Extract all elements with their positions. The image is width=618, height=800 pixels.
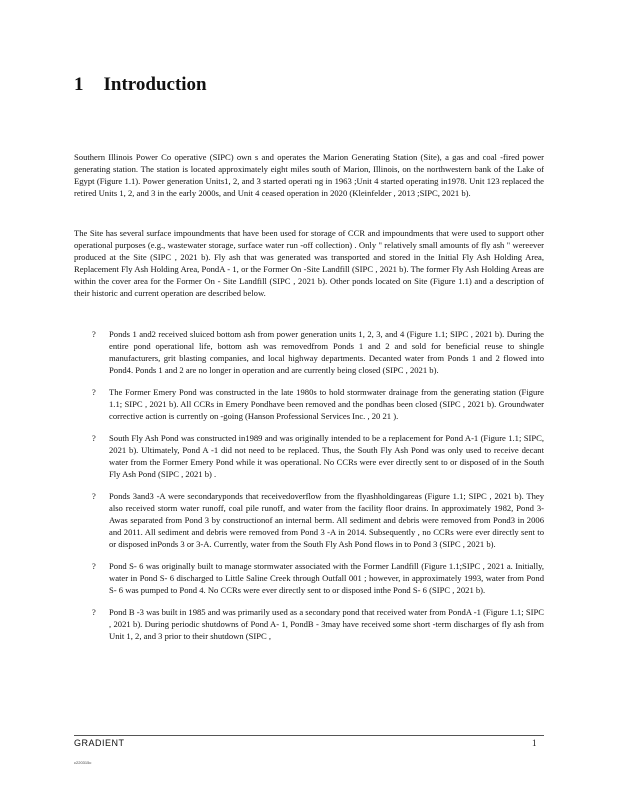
page-number: 1 bbox=[532, 738, 537, 748]
list-item: ? Pond S- 6 was originally built to manage stormwater associated with the Former Landfill (Figure 1.1;SIPC , 2021 a. Initially, water in Pond S- 6 discharged to Little Saline Creek through Outfall 001 ; however, in approximately 1993, water from Pond S- 6 was pumped to Pond 4. No CCRs were ever directly sent to or disposed inthe Pond S- 6 (SIPC , 2021 b). bbox=[92, 561, 544, 595]
list-item: ? The Former Emery Pond was constructed in the late 1980s to hold stormwater drainage from the generating station (Figure 1.1; SIPC , 2021 b). All CCRs in Emery Pondhave been removed and the pondhas been closed (SIPC , 2021 b). Groundwater corrective action is currently on -going (Hanson Professional Services Inc. , 20 21 ). bbox=[92, 387, 544, 421]
paragraph-intro: Southern Illinois Power Co operative (SIPC) own s and operates the Marion Generating Station (Site), a gas and coal -fired power generating station. The station is located approximately eight miles south of Marion, Illinois, on the northwestern bank of the Lake of Egypt (Figure 1.1). Power generation Units1, 2, and 3 started operati ng in 1963 ;Unit 4 started operating in1978. Unit 123 replaced the retired Units 1, 2, and 3 in the early 2000s, and Unit 4 ceased operation in 2020 (Kleinfelder , 2013 ;SIPC, 2021 b). bbox=[74, 152, 544, 198]
bullet-marker: ? bbox=[92, 329, 96, 339]
footer-brand-logo: GRADIENT bbox=[74, 738, 125, 748]
list-item: ? South Fly Ash Pond was constructed in1989 and was originally intended to be a replacement for Pond A-1 (Figure 1.1; SIPC, 2021 b). Ultimately, Pond A -1 did not need to be replaced. Thus, the South Fly Ash Pond was only used to receive decant water from the Former Emery Pond while it was operational. No CCRs were ever directly sent to or disposed of in the South Fly Ash Pond (SIPC , 2021 b) . bbox=[92, 433, 544, 479]
bullet-marker: ? bbox=[92, 561, 96, 571]
bullet-marker: ? bbox=[92, 433, 96, 443]
list-item: ? Ponds 3and3 -A were secondaryponds that receivedoverflow from the flyashholdingareas (Figure 1.1; SIPC , 2021 b). They also received storm water runoff, coal pile runoff, and water from the facility floor drains. In approximately 1982, Pond 3-Awas separated from Pond 3 by constructionof an internal berm. All sediment and debris were removed from Pond3 in 2006 and 2011. All sediment and debris were removed from Pond 3 -A in 2014. Subsequently , no CCRs were ever directly sent to or disposed inPonds 3 or 3-A. Currently, water from the South Fly Ash Pond flows in to Pond 3 (SIPC , 2021 b). bbox=[92, 491, 544, 549]
bullet-marker: ? bbox=[92, 491, 96, 501]
section-heading bbox=[74, 74, 207, 96]
list-item: ? Ponds 1 and2 received sluiced bottom ash from power generation units 1, 2, 3, and 4 (Figure 1.1; SIPC , 2021 b). During the entire pond operational life, bottom ash was removedfrom Ponds 1 and 2 and sold for beneficial reuse to shingle manufacturers, grit blasting companies, and local highway departments. Decanted water from Ponds 1 and 2 flowed into Pond4. Ponds 1 and 2 are no longer in operation and are currently being closed (SIPC , 2021 b). bbox=[92, 329, 544, 375]
document-code: c220315c bbox=[74, 760, 92, 765]
section-number: 1 bbox=[74, 74, 84, 95]
section-title: Introduction bbox=[103, 74, 207, 95]
paragraph-impoundments: The Site has several surface impoundments that have been used for storage of CCR and impoundments that were used to support other operational purposes (e.g., wastewater storage, surface water run -off collection) . Only " relatively small amounts of fly ash " wereever produced at the Site (SIPC , 2021 b). Fly ash that was generated was transported and stored in the Initial Fly Ash Holding Area, Replacement Fly Ash Holding Area, PondA - 1, or the Former On -Site Landfill (SIPC , 2021 b). The former Fly Ash Holding Areas are within the cover area for the Former On - Site Landfill (SIPC , 2021 b). Other ponds located on Site (Figure 1.1) and a description of their historic and current operation are described below. bbox=[74, 228, 544, 298]
bullet-marker: ? bbox=[92, 607, 96, 617]
list-item: ? Pond B -3 was built in 1985 and was primarily used as a secondary pond that received water from PondA -1 (Figure 1.1; SIPC , 2021 b). During periodic shutdowns of Pond A- 1, PondB - 3may have received some short -term discharges of fly ash from Unit 1, 2, and 3 prior to their shutdown (SIPC , bbox=[92, 607, 544, 641]
bullet-marker: ? bbox=[92, 387, 96, 397]
pond-list bbox=[74, 328, 544, 652]
footer-divider bbox=[74, 735, 544, 736]
